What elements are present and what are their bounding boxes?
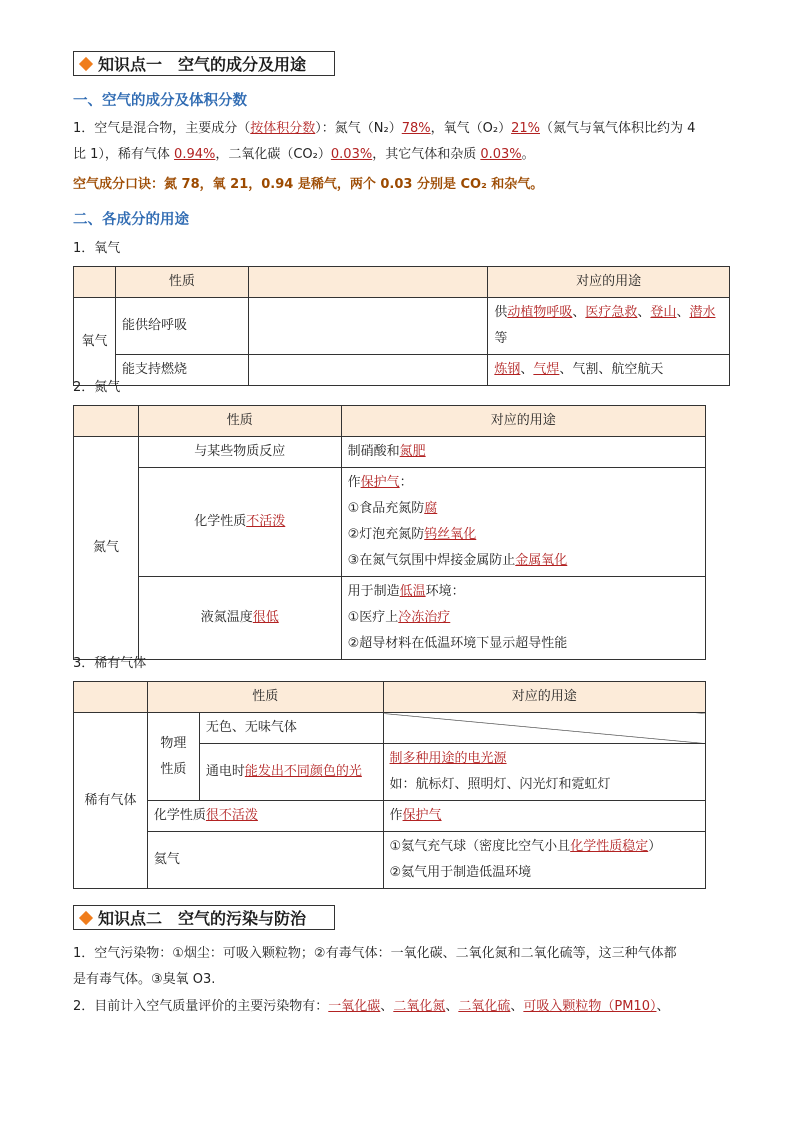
text: 作	[389, 808, 403, 823]
answer: 保护气	[402, 808, 442, 823]
line	[390, 834, 699, 860]
text: ①氦气充气球（密度比空气小且	[389, 839, 571, 854]
text: ）：氮气（N₂）	[315, 121, 402, 136]
text: 、	[445, 999, 459, 1014]
row-label-noble: 稀有气体	[74, 713, 148, 889]
oxygen-label: 1．氧气	[73, 241, 121, 256]
answer: 炼钢	[494, 362, 521, 377]
air-quality-paragraph	[73, 994, 723, 1020]
prop-light	[199, 744, 383, 801]
answer: 保护气	[360, 475, 400, 490]
text: ，其它气体和杂质	[372, 147, 481, 162]
header-cell	[74, 406, 139, 437]
text: 用于制造	[347, 584, 400, 599]
line	[348, 548, 699, 574]
use-reaction	[341, 437, 705, 468]
text: ③在氮气氛围中焊接金属防止	[347, 553, 516, 568]
text: （氮气与氧气体积比约为 4	[540, 121, 696, 136]
text: 比 1），稀有气体	[73, 147, 175, 162]
line	[348, 522, 699, 548]
use-lowtemp	[341, 577, 705, 660]
text: 、	[572, 305, 586, 320]
diagonal-empty-cell	[383, 713, 705, 744]
answer: 化学性质稳定	[570, 839, 649, 854]
answer: 78%	[401, 121, 431, 136]
diamond-icon	[79, 910, 93, 924]
row-label-nitrogen: 氮气	[74, 437, 139, 660]
header-use: 对应的用途	[341, 406, 705, 437]
text: 1．空气是混合物，主要成分（	[73, 121, 251, 136]
line: 如：航标灯、照明灯、闪光灯和霓虹灯	[389, 777, 611, 792]
answer: 不活泼	[246, 514, 286, 529]
header-cell	[74, 682, 148, 713]
line: 1．空气污染物：①烟尘：可吸入颗粒物；②有毒气体：一氧化碳、二氧化氮和二氧化硫等，这三种气体都	[73, 946, 677, 961]
row-label-oxygen: 氧气	[74, 298, 116, 386]
text: 化学性质	[194, 514, 247, 529]
noble-label: 3．稀有气体	[73, 656, 147, 671]
prop-colorless: 无色、无味气体	[199, 713, 383, 744]
line	[348, 605, 699, 631]
kp2-header	[73, 905, 335, 930]
text: 、	[520, 362, 534, 377]
answer: 能发出不同颜色的光	[244, 764, 362, 779]
text: 化学性质	[153, 808, 206, 823]
line	[348, 579, 699, 605]
prop-inert	[138, 468, 341, 577]
text: 、	[380, 999, 394, 1014]
text: 、	[656, 999, 670, 1014]
answer: 气焊	[533, 362, 560, 377]
mnemonic: 空气成分口诀：氮 78，氧 21，0.94 是稀气，两个 0.03 分别是 CO₂ 和杂气。	[73, 177, 544, 192]
text: ①食品充氮防	[347, 501, 425, 516]
text: 、气割、航空航天	[559, 362, 664, 377]
kp1-header	[73, 51, 335, 76]
answer: 潜水	[689, 305, 716, 320]
text: 2．目前计入空气质量评价的主要污染物有：	[73, 999, 329, 1014]
diamond-icon	[79, 56, 93, 70]
answer: 氮肥	[399, 444, 426, 459]
text: 液氮温度	[200, 610, 253, 625]
answer: 21%	[511, 121, 540, 136]
text: 等	[494, 331, 508, 346]
kp2-title: 知识点二 空气的污染与防治	[98, 909, 307, 928]
section-title-uses: 二、各成分的用途	[73, 212, 189, 228]
answer: 一氧化碳	[328, 999, 381, 1014]
use-protective	[341, 468, 705, 577]
answer: 很不活泼	[205, 808, 258, 823]
composition-line-1	[73, 116, 723, 142]
use-light	[383, 744, 705, 801]
answer: 低温	[399, 584, 426, 599]
text: 制硝酸和	[347, 444, 400, 459]
pollutants-paragraph	[73, 941, 723, 993]
header-cell	[248, 267, 488, 298]
kp1-title: 知识点一 空气的成分及用途	[98, 55, 307, 74]
oxygen-table	[73, 266, 730, 386]
prop-chem	[147, 801, 383, 832]
answer: 登山	[650, 305, 677, 320]
header-use: 对应的用途	[488, 267, 730, 298]
empty-cell	[248, 355, 488, 386]
prop-combustion: 能支持燃烧	[115, 355, 248, 386]
prop-breathing: 能供给呼吸	[115, 298, 248, 355]
noble-table	[73, 681, 706, 889]
text: 、	[637, 305, 651, 320]
text: 作	[347, 475, 361, 490]
answer: 0.03%	[330, 147, 373, 162]
line: ②超导材料在低温环境下显示超导性能	[347, 636, 568, 651]
answer: 腐	[424, 501, 438, 516]
answer: 很低	[252, 610, 279, 625]
text: 环境：	[425, 584, 465, 599]
text: ①医疗上	[347, 610, 399, 625]
text: 。	[521, 147, 535, 162]
text: ，二氧化碳（CO₂）	[215, 147, 331, 162]
answer: 金属氧化	[515, 553, 568, 568]
answer: 0.94%	[174, 147, 216, 162]
phys-label: 物理性质	[147, 713, 199, 801]
answer: 二氧化氮	[393, 999, 446, 1014]
section-title-composition: 一、空气的成分及体积分数	[73, 93, 247, 109]
answer: 制多种用途的电光源	[389, 751, 507, 766]
header-prop: 性质	[115, 267, 248, 298]
header-prop: 性质	[138, 406, 341, 437]
line: ②氦气用于制造低温环境	[389, 865, 532, 880]
composition-line-2	[73, 142, 723, 168]
header-cell	[74, 267, 116, 298]
use-helium	[383, 832, 705, 889]
answer: 钨丝氧化	[424, 527, 477, 542]
empty-cell	[248, 298, 488, 355]
header-use: 对应的用途	[383, 682, 705, 713]
line	[348, 496, 699, 522]
text: 、	[510, 999, 524, 1014]
answer: 0.03%	[480, 147, 522, 162]
text: ：	[399, 475, 413, 490]
prop-reaction: 与某些物质反应	[138, 437, 341, 468]
prop-liquid	[138, 577, 341, 660]
answer: 按体积分数	[250, 121, 316, 136]
text: ②灯泡充氮防	[347, 527, 425, 542]
composition-paragraph	[73, 116, 723, 168]
nitrogen-label: 2．氮气	[73, 380, 121, 395]
text: 、	[676, 305, 690, 320]
answer: 冷冻治疗	[398, 610, 451, 625]
helium-label: 氦气	[147, 832, 383, 889]
use-combustion	[488, 355, 730, 386]
use-chem	[383, 801, 705, 832]
answer: 动植物呼吸	[507, 305, 573, 320]
text: ，氧气（O₂）	[430, 121, 512, 136]
answer: 医疗急救	[585, 305, 638, 320]
text: ）	[648, 839, 662, 854]
answer: 二氧化硫	[458, 999, 511, 1014]
line	[348, 470, 699, 496]
use-breathing	[488, 298, 730, 355]
nitrogen-table	[73, 405, 706, 660]
answer: 可吸入颗粒物（PM10）	[523, 999, 657, 1014]
line	[390, 746, 699, 772]
line: 是有毒气体。③臭氧 O3.	[73, 972, 216, 987]
text: 通电时	[205, 764, 245, 779]
header-prop: 性质	[147, 682, 383, 713]
text: 供	[494, 305, 508, 320]
